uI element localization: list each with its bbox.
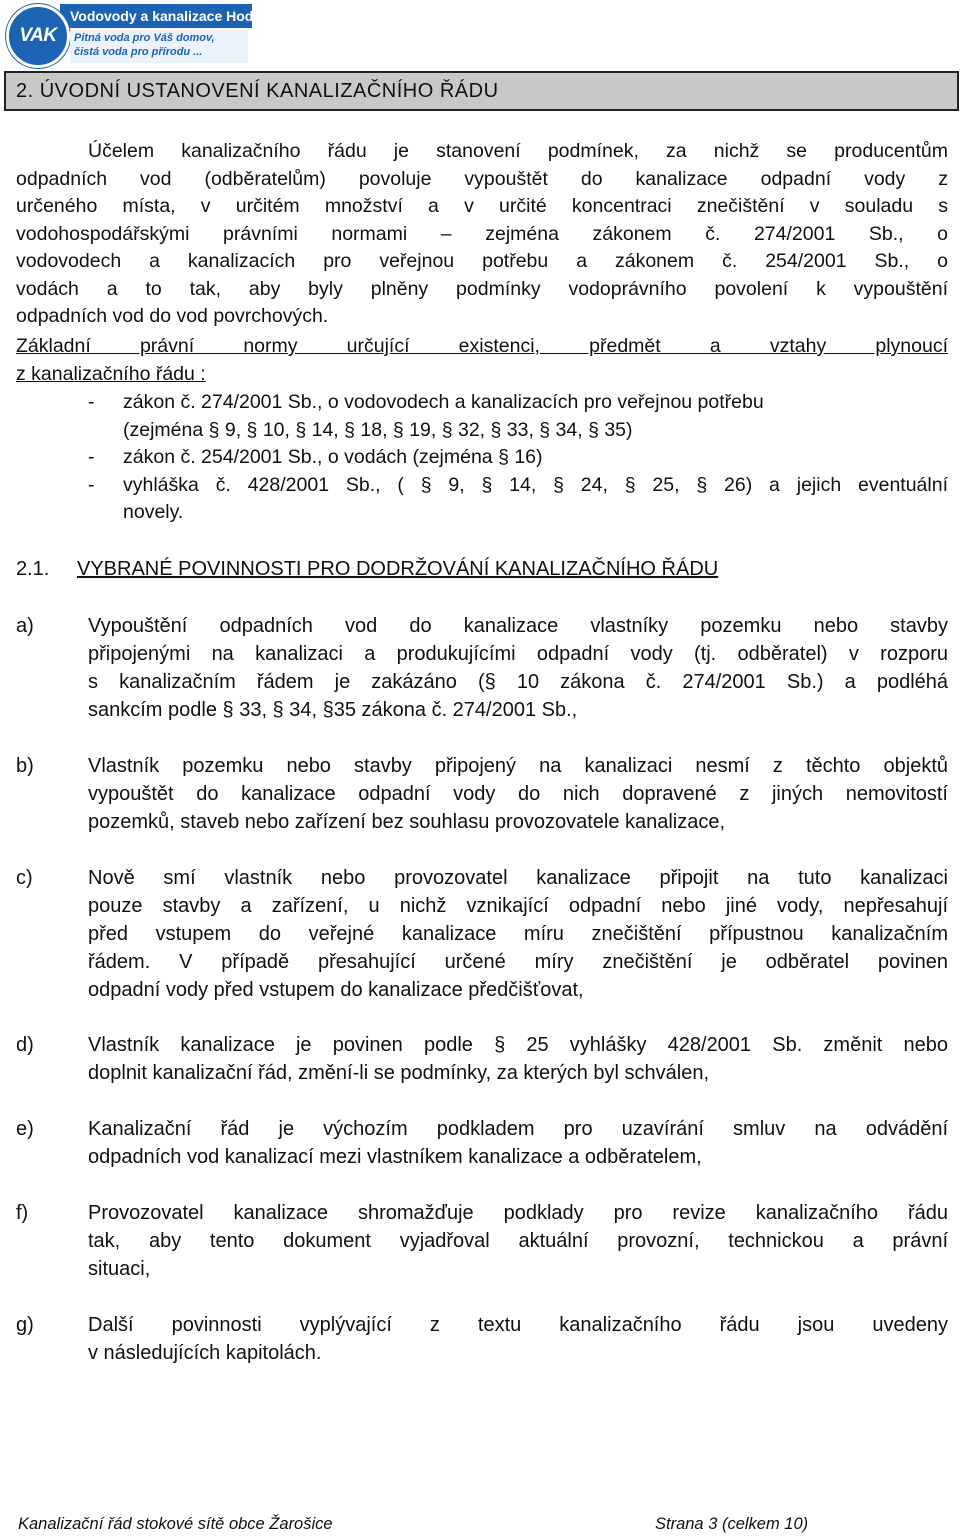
item-line: Provozovatel kanalizace shromažďuje podklady pro revize kanalizačního řádu [88,1202,948,1224]
list-item-label: f) [16,1202,29,1224]
intro-line: vodovodech a kanalizacích pro veřejnou potřebu a zákonem č. 254/2001 Sb., o [16,250,948,272]
norm-item [16,472,948,527]
intro-line: odpadních vod do vod povrchových. [16,305,329,327]
intro-line: určeného místa, v určitém množství a v určité koncentraci znečištění v souladu s [16,195,948,217]
norms-title [16,333,948,388]
item-line: Kanalizační řád je výchozím podkladem pro uzavírání smluv na odvádění [88,1118,948,1140]
logo-company-name: Vodovody a kanalizace Hodonín, a.s. [70,8,315,24]
logo-tagline-line-1: Pitná voda pro Váš domov, [74,32,215,44]
list-item-label: b) [16,755,34,777]
intro-line: odpadních vod (odběratelům) povoluje vypouštět do kanalizace odpadní vody z [16,167,948,190]
intro-paragraph [16,138,948,331]
norm-item [16,444,948,472]
logo-name-bar [60,4,315,28]
norm-line: zákon č. 254/2001 Sb., o vodách (zejména § 16) [123,446,543,468]
item-line: Vypouštění odpadních vod do kanalizace vlastníky pozemku nebo stavby [88,615,948,637]
item-line: Vlastník kanalizace je povinen podle § 25 vyhlášky 428/2001 Sb. změnit nebo [88,1034,948,1056]
section-heading: 2. ÚVODNÍ USTANOVENÍ KANALIZAČNÍHO ŘÁDU [16,80,499,102]
logo-tagline [70,31,248,63]
list-item-label: d) [16,1034,34,1056]
item-line: řádem. V případě přesahující určené míry znečištění je odběratel povinen [88,951,948,973]
list-item-body [88,1199,948,1283]
intro-line: vodách a to tak, aby byly plněny podmínky vodoprávního povolení k vypouštění [16,277,948,300]
footer-page-number: Strana 3 (celkem 10) [655,1515,809,1533]
norms-title-line: z kanalizačního řádu : [16,362,206,385]
item-line: sankcím podle § 33, § 34, §35 zákona č. 274/2001 Sb., [88,699,578,721]
norm-dash: - [88,473,95,496]
item-line: odpadních vod kanalizací mezi vlastníkem kanalizace a odběratelem, [88,1146,702,1168]
item-line: před vstupem do veřejné kanalizace míru znečištění přípustnou kanalizačním [88,923,948,945]
list-item-label: g) [16,1314,34,1336]
list-item-label: c) [16,867,33,889]
norm-line: vyhláška č. 428/2001 Sb., ( § 9, § 14, § 24, § 25, § 26) a jejich eventuální [123,473,948,496]
item-line: Nově smí vlastník nebo provozovatel kanalizace připojit na tuto kanalizaci [88,867,948,889]
list-item-body [88,1031,948,1087]
norm-line: zákon č. 274/2001 Sb., o vodovodech a kanalizacích pro veřejnou potřebu [123,391,764,413]
list-item-body [88,752,948,836]
item-line: připojenými na kanalizaci a produkujícími odpadní vody (tj. odběratel) v rozporu [88,643,948,665]
item-line: pozemků, staveb nebo zařízení bez souhlasu provozovatele kanalizace, [88,811,726,833]
item-line: Další povinnosti vyplývající z textu kanalizačního řádu jsou uvedeny [88,1314,948,1336]
item-line: s kanalizačním řádem je zakázáno (§ 10 zákona č. 274/2001 Sb.) a podléhá [88,671,948,693]
logo-mark-text: VAK [19,25,57,46]
item-line: situaci, [88,1258,151,1280]
logo-tagline-line-2: čistá voda pro přírodu ... [74,46,203,58]
subsection-title: VYBRANÉ POVINNOSTI PRO DODRŽOVÁNÍ KANALIZAČNÍHO ŘÁDU [77,558,719,580]
logo-mark [6,4,70,68]
norm-dash: - [88,446,95,468]
subsection-number: 2.1. [16,558,50,580]
list-item-body [88,1115,948,1171]
norms-list [16,389,948,527]
item-line: doplnit kanalizační řád, změní-li se podmínky, za kterých byl schválen, [88,1062,710,1084]
intro-line: vodohospodářskými právními normami – zejména zákonem č. 274/2001 Sb., o [16,222,948,245]
norm-dash: - [88,391,95,413]
item-line: vypouštět do kanalizace odpadní vody do nich dopravené z jiných nemovitostí [88,783,948,805]
item-line: odpadní vody před vstupem do kanalizace předčišťovat, [88,979,584,1001]
norm-item [16,389,948,444]
item-line: Vlastník pozemku nebo stavby připojený na kanalizaci nesmí z těchto objektů [88,755,948,777]
norm-line: novely. [123,501,184,523]
norm-line: (zejména § 9, § 10, § 14, § 18, § 19, § 32, § 33, § 34, § 35) [123,418,633,441]
section-heading-box [4,71,959,111]
intro-line: Účelem kanalizačního řádu je stanovení podmínek, za nichž se producentům [88,140,948,162]
item-line: v následujících kapitolách. [88,1342,322,1364]
item-line: tak, aby tento dokument vyjadřoval aktuální provozní, technickou a právní [88,1230,948,1252]
list-item-label: a) [16,615,34,637]
list-item-body [88,864,948,1004]
company-logo [0,0,315,68]
item-line: pouze stavby a zařízení, u nichž vznikající odpadní nebo jiné vody, nepřesahují [88,895,948,917]
footer-document-title: Kanalizační řád stokové sítě obce Žarošice [18,1515,333,1533]
list-item-body [88,1311,948,1367]
norms-title-line: Základní právní normy určující existenci, předmět a vztahy plynoucí [16,335,948,357]
list-item-label: e) [16,1118,34,1140]
list-item-body [88,612,948,724]
